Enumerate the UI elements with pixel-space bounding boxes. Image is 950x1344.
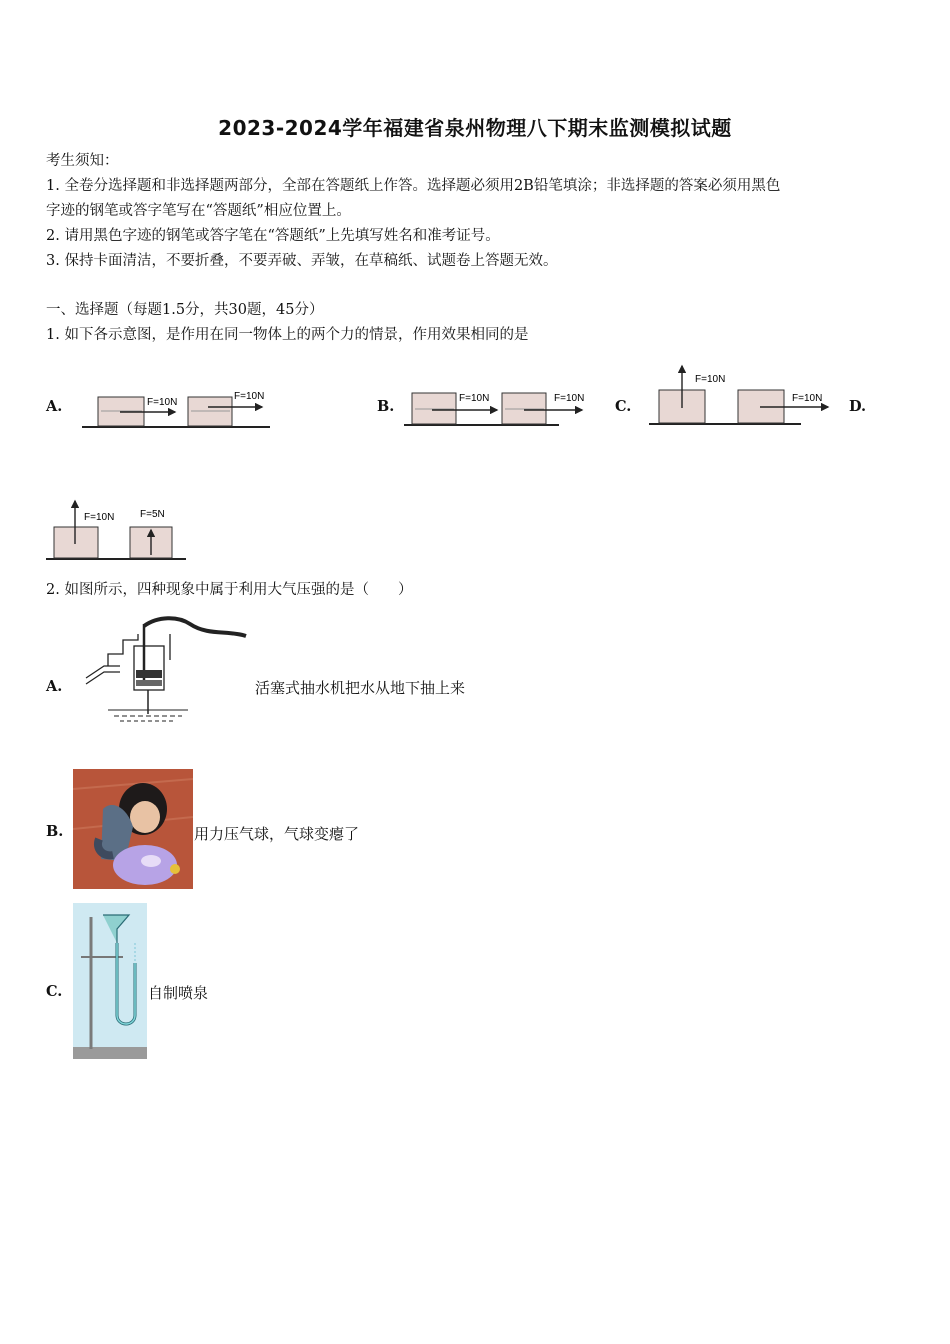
balloon-photo xyxy=(73,769,193,889)
q2-option-b-label: B. xyxy=(46,823,64,840)
fountain-diagram xyxy=(73,903,147,1059)
force-label: F=10N xyxy=(84,512,115,523)
notice-item-3: 3. 保持卡面清洁，不要折叠，不要弄破、弄皱，在草稿纸、试题卷上答题无效。 xyxy=(46,253,558,269)
force-label: F=5N xyxy=(140,509,165,520)
q1-option-b-diagram xyxy=(402,385,597,433)
pump-diagram xyxy=(78,610,253,728)
q2-option-b-caption: 用力压气球，气球变瘪了 xyxy=(194,825,360,843)
force-label: F=10N xyxy=(792,393,823,404)
page-title: 2023-2024学年福建省泉州物理八下期末监测模拟试题 xyxy=(218,116,732,140)
q1-option-d-diagram xyxy=(44,497,194,565)
spout xyxy=(86,666,120,684)
q2-option-a-caption: 活塞式抽水机把水从地下抽上来 xyxy=(255,679,466,697)
q1-option-b-label: B. xyxy=(377,398,395,415)
piston xyxy=(136,670,162,678)
q2-option-c-caption: 自制喷泉 xyxy=(148,984,209,1002)
notice-item-1-cont: 字迹的钢笔或答字笔写在“答题纸”相应位置上。 xyxy=(46,203,351,219)
force-label: F=10N xyxy=(459,393,490,404)
force-label: F=10N xyxy=(147,397,178,408)
force-label: F=10N xyxy=(234,391,265,402)
q2-option-a-label: A. xyxy=(46,678,63,695)
q1-option-c-label: C. xyxy=(615,398,632,415)
q1-option-c-diagram xyxy=(645,360,840,430)
stand-base xyxy=(73,1047,147,1059)
q2-option-c-label: C. xyxy=(46,983,63,1000)
block xyxy=(54,527,98,558)
notice-item-1: 1. 全卷分选择题和非选择题两部分，全部在答题纸上作答。选择题必须用2B铅笔填涂；非选择题的答案必须用黑色 xyxy=(46,178,781,194)
question-1-stem: 1. 如下各示意图，是作用在同一物体上的两个力的情景，作用效果相同的是 xyxy=(46,327,529,343)
force-label: F=10N xyxy=(695,374,726,385)
pump-handle xyxy=(144,618,246,636)
q1-option-a-diagram xyxy=(80,385,275,433)
force-label: F=10N xyxy=(554,393,585,404)
q1-option-d-label: D. xyxy=(849,398,867,415)
notice-item-2: 2. 请用黑色字迹的钢笔或答字笔在“答题纸”上先填写姓名和准考证号。 xyxy=(46,228,500,244)
section-heading: 一、选择题（每题1.5分，共30题，45分） xyxy=(46,302,324,318)
q1-option-a-label: A. xyxy=(46,398,63,415)
notice-heading: 考生须知： xyxy=(46,153,119,169)
question-2-stem: 2. 如图所示，四种现象中属于利用大气压强的是（ ） xyxy=(46,582,413,598)
